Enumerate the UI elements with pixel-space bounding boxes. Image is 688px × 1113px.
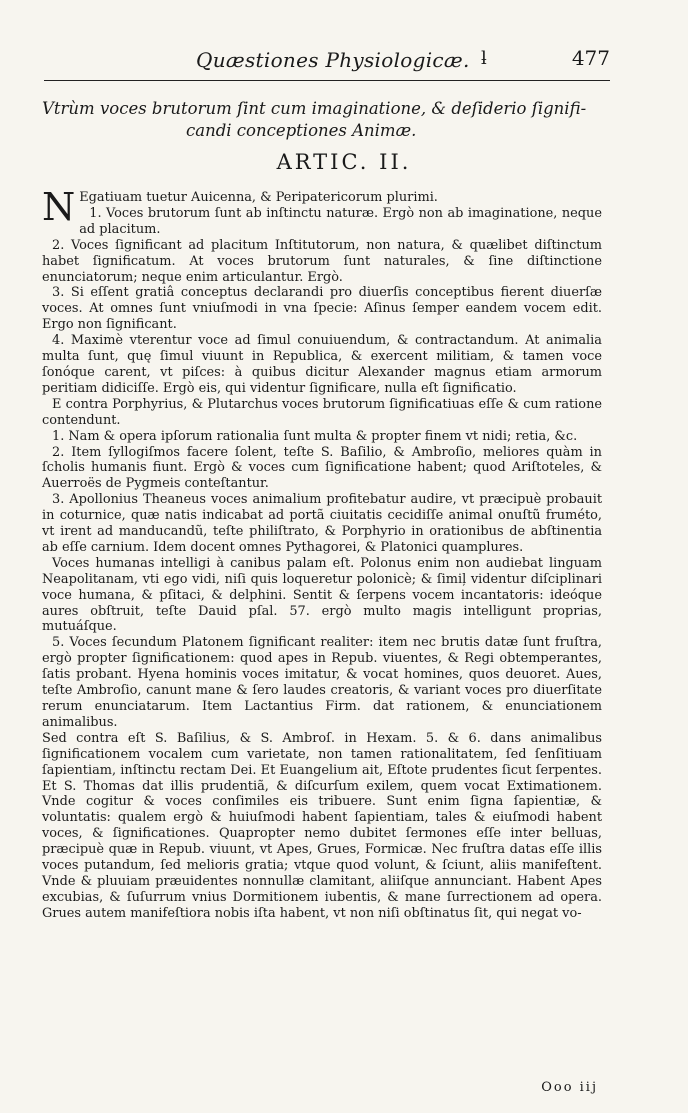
article-heading: ARTIC. II. xyxy=(276,150,412,174)
paragraph-2: 2. Voces ſignificant ad placitum Inſtitutorum, non natura, & quælibet diſtinctum habet ſignificatum. At voces brutorum ſunt naturales, & ſine diſtinctione enunciatorum; neque enim articulantur. Ergò. xyxy=(42,237,602,285)
paragraph-1: 1. Voces brutorum ſunt ab inſtinctu naturæ. Ergò non ab imaginatione, neque ad placitum. xyxy=(79,205,602,237)
paragraph-5: E contra Porphyrius, & Plutarchus voces brutorum ſignificatiuas eſſe & cum ratione contendunt. xyxy=(42,396,602,428)
signature-mark: Ooo iij xyxy=(541,1080,598,1095)
drop-cap: N xyxy=(42,185,76,229)
paragraph-11: Sed contra eſt S. Baſilius, & S. Ambroſ. in Hexam. 5. & 6. dans animalibus ſignificationem vocalem cum varietate, non tamen rationalitatem, ſed ſenſitiuam ſapientiam, inſtinctu rectam Dei. Et Euangelium ait, Eſtote prudentes ſicut ſerpentes. Et S. Thomas dat illis prudentiã, & diſcurſum exilem, quem vocat Extimationem. Vnde cogitur & voces conſimiles eis tribuere. Sunt enim ſigna ſapientiæ, & voluntatis: qualem ergò & huiuſmodi habent ſapientiam, tales & eiuſmodi habent voces, & ſignificationes. Quapropter nemo dubitet ſermones eſſe inter belluas, præcipuè quæ in Repub. viuunt, vt Apes, Grues, Formicæ. Nec fruſtra datas eſſe illis voces putandum, ſed melioris gratia; vtque quod volunt, & ſciunt, aliis manifeſtent. Vnde & pluuiam præuidentes nonnullæ clamitant, aliiſque annunciant. Habent Apes excubias, & ſuſurrum vnius Dormitionem iubentis, & mane ſurrectionem ad opera. Grues autem manifeſtiora nobis iſta habent, vt non niſi obſtinatus ſit, qui negat vo- xyxy=(42,730,602,921)
paragraph-3: 3. Si eſſent gratiâ conceptus declarandi pro diuerſis conceptibus fierent diuerſæ voces. At omnes ſunt vniuſmodi in vna ſpecie: Aſinus ſemper eandem vocem edit. Ergo non ſignificant. xyxy=(42,285,602,333)
paragraph-7: 2. Item ſyllogiſmos facere ſolent, teſte S. Baſilio, & Ambroſio, meliores quàm in ſcholis humanis fiunt. Ergò & voces cum ſignificatione habent; quod Ariſtoteles, & Auerroës de Pygmeis conteſtantur. xyxy=(42,444,602,492)
page-header xyxy=(0,42,688,76)
paragraph-4: 4. Maximè vterentur voce ad ſimul conuiuendum, & contractandum. At animalia multa ſunt, quę ſimul viuunt in Republica, & exercent militiam, & tamen voce ſonóque carent, vt piſces: à quibus dicitur Alexander magnus etiam armorum peritiam didiciſſe. Ergò eis, qui videntur ſignificare, nulla eſt ſignificatio. xyxy=(42,333,602,396)
article-title-line-1: Vtrùm voces brutorum ſint cum imaginatione, & deſiderio ſignifi- xyxy=(42,99,587,118)
paragraph-10: 5. Voces ſecundum Platonem ſignificant realiter: item nec brutis datæ ſunt fruſtra, ergò propter ſignificationem: quod apes in Repub. viuentes, & Regi obtemperantes, ſatis probant. Hyena hominis voces imitatur, & vocat homines, quos deuoret. Aues, teſte Ambroſio, canunt mane & ſero laudes creatoris, & variant voces pro diuerſitate rerum enunciatarum. Item Lactantius Firm. dat rationem, & enunciationem animalibus. xyxy=(42,635,602,730)
paragraph-6: 1. Nam & opera ipſorum rationalia ſunt multa & propter finem vt nidi; retia, &c. xyxy=(52,428,578,444)
article-title-line-2: candi conceptiones Animæ. xyxy=(186,121,417,140)
page-number: 477 xyxy=(571,46,610,70)
paragraph-0-text: Egatiuam tuetur Auicenna, & Peripatericorum plurimi. xyxy=(79,190,438,205)
paragraph-8: 3. Apollonius Theaneus voces animalium profitebatur audire, vt præcipuè probauit in coturnice, quæ natis indicabat ad portã ciuitatis cecidiſſe animal onuſtũ fruméto, vt irent ad manducandũ, teſte philiſtrato, & Porphyrio in orationibus de abſtinentia ab eſſe carnium. Idem docent omnes Pythagorei, & Platonici quamplures. xyxy=(42,492,602,555)
header-rule xyxy=(44,80,610,81)
article-title xyxy=(42,98,600,142)
paragraph-9: Voces humanas intelligi à canibus palam eſt. Polonus enim non audiebat linguam Neapolitanam, vti ego vidi, niſi quis loqueretur polonicè; & ſimiļ videntur diſciplinari voce humana, & pſitaci, & delphini. Sentit & ſerpens vocem incantatoris: ideóque aures obſtruit, teſte Dauid pſal. 57. ergò multo magis intelligunt proprias, mutuáſque. xyxy=(42,555,602,635)
running-title: Quæstiones Physiologicæ. xyxy=(196,48,470,72)
header-mark: ƚ xyxy=(481,48,487,69)
article-body xyxy=(42,185,602,922)
